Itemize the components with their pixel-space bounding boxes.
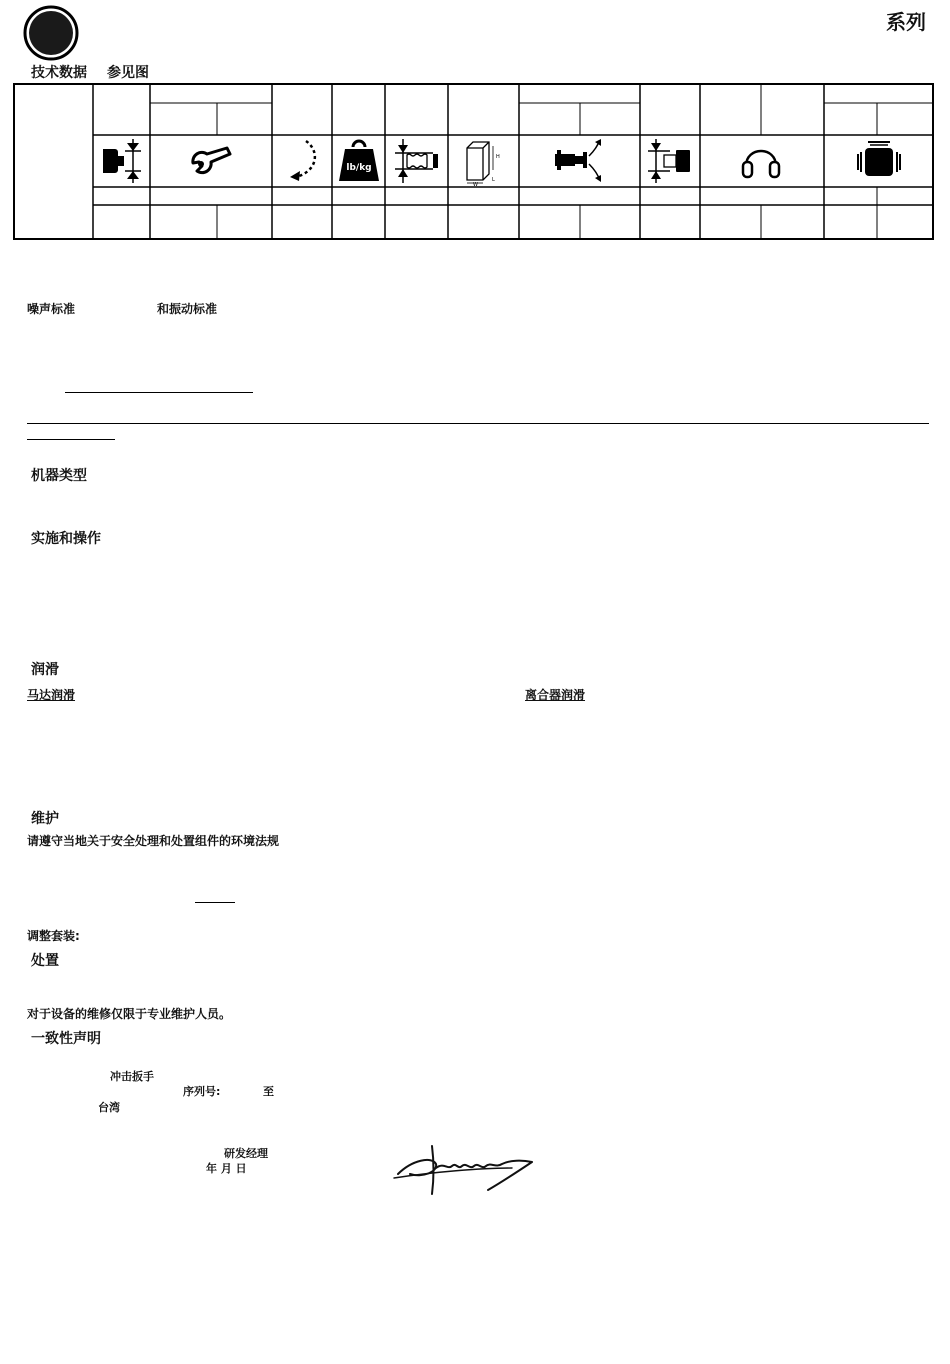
underline-1 [65,392,253,393]
clutch-lubrication-label: 离合器润滑 [525,688,586,702]
air-inlet-icon [553,138,609,184]
drive-size-icon [101,137,143,185]
disposal-note: 对于设备的维修仅限于专业维护人员。 [27,1007,232,1021]
adjustment-kit-label: 调整套装: [27,929,80,943]
conformity-origin: 台湾 [98,1101,120,1114]
hearing-protection-icon [740,140,782,180]
weight-icon-label: lb/kg [346,163,372,173]
underline-2 [27,439,115,440]
dim-label-w: W [473,182,478,186]
conformity-product: 冲击扳手 [110,1070,154,1083]
rotation-icon [286,137,322,185]
tab-technical-data: 技术数据 [31,65,87,81]
spec-table [13,83,934,240]
motor-lubrication-label: 马达润滑 [27,688,76,702]
wrench-torque-icon [189,143,233,179]
brand-logo [23,5,79,61]
machine-type-heading: 机器类型 [31,468,87,484]
maintenance-note: 请遵守当地关于安全处理和处置组件的环境法规 [27,834,280,848]
dimensions-icon [463,138,503,186]
conformity-heading: 一致性声明 [31,1031,101,1047]
vibration-standard-label: 和振动标准 [157,302,218,316]
signature [392,1138,538,1198]
conformity-serial-to: 至 [263,1085,274,1098]
series-title: 系列 [886,10,926,34]
conformity-role: 研发经理 [224,1147,268,1160]
weight-icon [337,139,381,183]
conformity-date: 年 月 日 [206,1162,247,1175]
underline-3 [195,902,235,903]
disposal-heading: 处置 [31,953,59,969]
maintenance-heading: 维护 [31,811,59,827]
lubrication-heading: 润滑 [31,662,59,678]
divider [27,423,929,424]
conformity-serial-label: 序列号: [183,1085,221,1098]
vibration-icon [856,140,902,180]
noise-standard-label: 噪声标准 [27,302,76,316]
dim-label-h: H [496,154,500,160]
tab-see-figure: 参见图 [107,65,149,81]
bolt-size-icon [393,137,441,185]
dim-label-l: L [492,177,495,183]
brand-logo-icon [23,5,79,61]
hose-size-icon [646,137,694,185]
operation-heading: 实施和操作 [31,531,101,547]
